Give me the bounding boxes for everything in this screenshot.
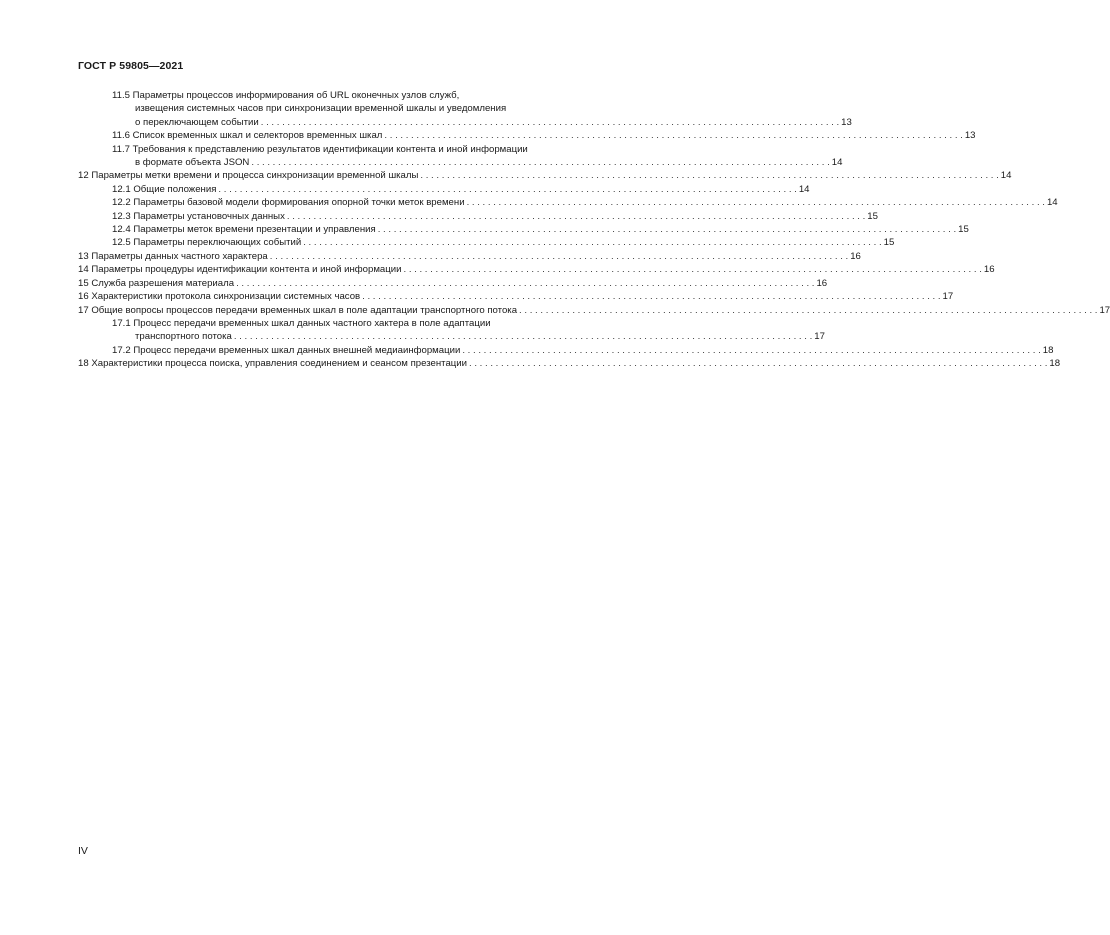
toc-entry[interactable] xyxy=(78,277,828,290)
toc-entry-text: о переключающем событии xyxy=(135,116,259,128)
dot-leader xyxy=(270,250,848,263)
dot-leader xyxy=(218,183,796,196)
toc-page-number: 15 xyxy=(883,237,895,249)
toc-page-number: 14 xyxy=(1046,197,1058,209)
dot-leader xyxy=(467,196,1045,209)
toc-entry[interactable] xyxy=(78,196,1058,209)
dot-leader xyxy=(234,330,812,343)
toc-page-number: 15 xyxy=(958,224,969,236)
toc-page-number: 14 xyxy=(798,183,810,195)
toc-page-number: 17 xyxy=(942,291,954,303)
dot-leader xyxy=(362,290,940,303)
dot-leader xyxy=(384,129,962,142)
toc-page-number: 13 xyxy=(841,116,852,128)
toc-entry-text: 12.4 Параметры меток времени презентации и управления xyxy=(112,224,376,236)
toc-entry[interactable] xyxy=(78,344,1054,357)
toc-entry-text: 16 Характеристики протокола синхронизации системных часов xyxy=(78,291,361,303)
toc-entry-text: 11.5 Параметры процессов информирования об URL оконечных узлов служб, xyxy=(112,90,460,101)
toc-page-number: 16 xyxy=(983,264,995,276)
toc-entry-text: 14 Параметры процедуры идентификации контента и иной информации xyxy=(78,264,402,276)
toc-page-number: 16 xyxy=(850,250,861,262)
toc-entry[interactable] xyxy=(78,129,976,142)
toc-entry[interactable] xyxy=(78,236,895,249)
toc-entry-text: 18 Характеристики процесса поиска, управления соединением и сеансом презентации xyxy=(78,358,467,370)
toc-page-number: 15 xyxy=(867,210,878,222)
toc-entry[interactable] xyxy=(78,223,969,236)
toc-page-number: 16 xyxy=(816,277,828,289)
toc-entry[interactable] xyxy=(78,183,810,196)
toc-entry-text: в формате объекта JSON xyxy=(135,157,250,169)
toc-page-number: 14 xyxy=(1000,170,1012,182)
toc-entry-text: 17.1 Процесс передачи временных шкал данных частного хактера в поле адаптации xyxy=(112,317,491,329)
toc-entry-text: транспортного потока xyxy=(135,331,232,343)
toc-page-number: 18 xyxy=(1042,344,1054,356)
toc-entry[interactable] xyxy=(78,169,1012,182)
toc-entry-text: 12.1 Общие положения xyxy=(112,183,217,195)
toc-page-number: 14 xyxy=(831,157,843,169)
dot-leader xyxy=(236,277,814,290)
table-of-contents xyxy=(78,89,1110,371)
dot-leader xyxy=(462,344,1040,357)
toc-entry-text: извещения системных часов при синхронизации временной шкалы и уведомления xyxy=(135,103,507,115)
toc-entry[interactable] xyxy=(78,89,852,129)
toc-entry-text: 11.7 Требования к представлению результатов идентификации контента и иной информации xyxy=(112,143,528,155)
dot-leader xyxy=(287,210,865,223)
toc-entry[interactable] xyxy=(78,304,1110,317)
toc-page-number: 13 xyxy=(964,130,976,142)
toc-entry-text: 17.2 Процесс передачи временных шкал данных внешней медиаинформации xyxy=(112,344,461,356)
dot-leader xyxy=(403,263,981,276)
toc-entry-text: 15 Служба разрешения материала xyxy=(78,277,235,289)
dot-leader xyxy=(420,169,998,182)
dot-leader xyxy=(303,236,881,249)
toc-entry-text: 12.5 Параметры переключающих событий xyxy=(112,237,302,249)
toc-page-number: 18 xyxy=(1049,358,1061,370)
document-header: ГОСТ Р 59805—2021 xyxy=(78,60,184,72)
toc-entry[interactable] xyxy=(78,143,843,170)
dot-leader xyxy=(261,116,839,129)
dot-leader xyxy=(519,304,1097,317)
toc-entry-text: 12 Параметры метки времени и процесса синхронизации временной шкалы xyxy=(78,170,419,182)
dot-leader xyxy=(251,156,829,169)
toc-entry-text: 17 Общие вопросы процессов передачи временных шкал в поле адаптации транспортного потока xyxy=(78,304,518,316)
dot-leader xyxy=(378,223,956,236)
toc-entry-text: 12.2 Параметры базовой модели формирования опорной точки меток времени xyxy=(112,197,465,209)
toc-page-number: 17 xyxy=(1099,304,1110,316)
toc-entry[interactable] xyxy=(78,210,878,223)
page-number: IV xyxy=(78,845,88,857)
toc-entry[interactable] xyxy=(78,250,861,263)
toc-entry[interactable] xyxy=(78,263,995,276)
toc-entry[interactable] xyxy=(78,317,825,344)
toc-entry[interactable] xyxy=(78,357,1061,370)
toc-entry-text: 13 Параметры данных частного характера xyxy=(78,250,268,262)
toc-entry-text: 11.6 Список временных шкал и селекторов временных шкал xyxy=(112,130,383,142)
dot-leader xyxy=(469,357,1047,370)
toc-entry[interactable] xyxy=(78,290,954,303)
toc-page-number: 17 xyxy=(814,331,825,343)
toc-entry-text: 12.3 Параметры установочных данных xyxy=(112,210,285,222)
